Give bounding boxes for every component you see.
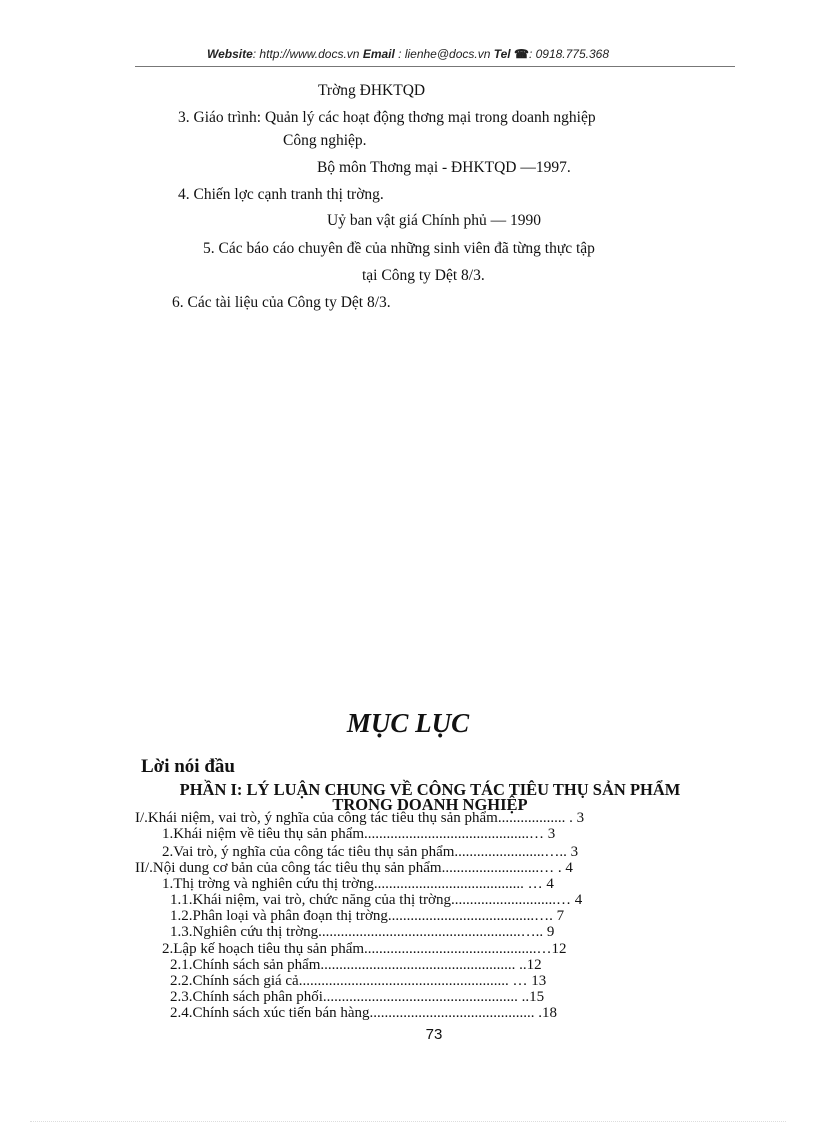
website-label: Website <box>206 47 253 61</box>
toc-entry: I/.Khái niệm, vai trò, ý nghĩa của công tác tiêu thụ sản phẩm.................. . 3 <box>135 810 585 826</box>
page-number: 73 <box>425 1026 443 1043</box>
website-url[interactable]: : http://www.docs.vn <box>252 47 363 61</box>
page-header <box>0 47 816 61</box>
toc-part-title-continued: TRONG DOANH NGHIỆP <box>332 795 528 814</box>
reference-line: 6. Các tài liệu của Công ty Dệt 8/3. <box>172 294 391 311</box>
toc-entry: 1.2.Phân loại và phân đoạn thị trờng.......................................…. 7 <box>170 908 565 924</box>
toc-entry: 2.2.Chính sách giá cả........................................................ … 13 <box>170 973 547 989</box>
toc-entry: 1.Thị trờng và nghiên cứu thị trờng........................................ … 4 <box>162 876 554 892</box>
reference-line: 4. Chiến lợc cạnh tranh thị trờng. <box>178 186 384 203</box>
page-bottom-border <box>30 1121 786 1122</box>
email-address[interactable]: : lienhe@docs.vn <box>394 47 494 61</box>
reference-line: Trờng ĐHKTQD <box>318 82 426 99</box>
toc-entry: 2.Vai trò, ý nghĩa của công tác tiêu thụ sản phẩm........................….. 3 <box>162 844 579 860</box>
header-rule <box>135 66 735 67</box>
toc-entry: 2.Lập kế hoạch tiêu thụ sản phẩm..............................................…12 <box>162 941 567 957</box>
toc-entry: 2.1.Chính sách sản phẩm.................................................... ..12 <box>170 957 542 973</box>
reference-line: Bộ môn Thơng mại - ĐHKTQD —1997. <box>317 159 571 176</box>
toc-part-title: PHẦN I: LÝ LUẬN CHUNG VỀ CÔNG TÁC TIÊU THỤ SẢN PHẨM <box>179 780 681 799</box>
reference-line: Công nghiệp. <box>283 132 367 149</box>
reference-line: Uỷ ban vật giá Chính phủ — 1990 <box>327 212 541 229</box>
reference-line: 3. Giáo trình: Quản lý các hoạt động thơng mại trong doanh nghiệp <box>178 109 596 126</box>
tel-label: Tel <box>493 47 511 61</box>
email-label: Email <box>362 47 395 61</box>
toc-entry: II/.Nội dung cơ bản của công tác tiêu thụ sản phẩm..........................… . 4 <box>135 860 573 876</box>
reference-line: tại Công ty Dệt 8/3. <box>362 267 485 284</box>
toc-preface: Lời nói đầu <box>141 756 235 777</box>
toc-title: MỤC LỤC <box>346 708 470 738</box>
toc-entry: 1.Khái niệm về tiêu thụ sản phẩm............................................… 3 <box>162 826 556 842</box>
phone-icon: ☎ <box>513 47 529 61</box>
tel-number: : 0918.775.368 <box>528 47 610 61</box>
reference-line: 5. Các báo cáo chuyên đề của những sinh viên đã từng thực tập <box>203 240 595 257</box>
toc-entry: 1.3.Nghiên cứu thị trờng......................................................….. 9 <box>170 924 555 940</box>
toc-entry: 1.1.Khái niệm, vai trò, chức năng của thị trờng............................… 4 <box>170 892 583 908</box>
toc-entry: 2.3.Chính sách phân phối.................................................... ..15 <box>170 989 545 1005</box>
toc-entry: 2.4.Chính sách xúc tiến bán hàng............................................ .18 <box>170 1005 558 1021</box>
